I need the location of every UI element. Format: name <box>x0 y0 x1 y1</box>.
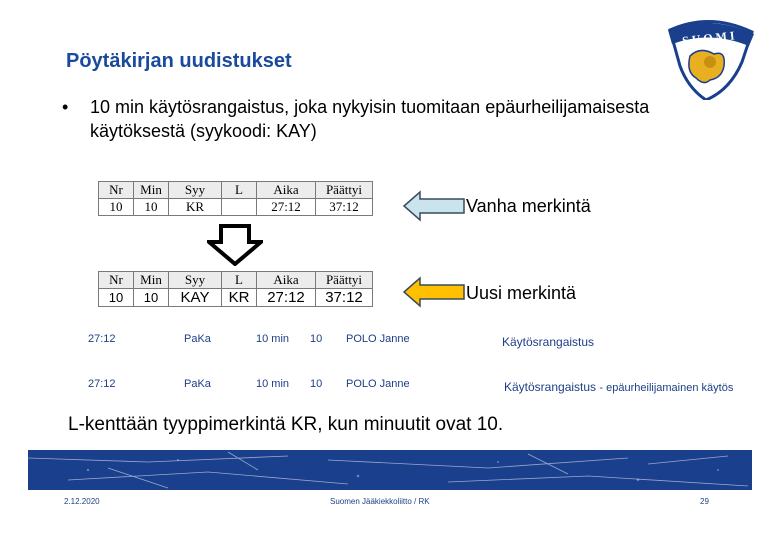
table-header-cell: Nr <box>99 272 134 289</box>
table-header-row <box>99 272 373 289</box>
table-header-cell: Min <box>134 272 169 289</box>
listing-number: 10 <box>310 333 323 345</box>
table-cell: 10 <box>99 289 134 307</box>
note-text: L-kenttään tyyppimerkintä KR, kun minuutit ovat 10. <box>68 414 504 435</box>
table-cell: 37:12 <box>316 199 373 216</box>
left-arrow-old-icon <box>402 190 466 222</box>
table-header-cell: Päättyi <box>316 272 373 289</box>
table-cell: 37:12 <box>316 289 373 307</box>
listing-player: POLO Janne <box>346 333 410 345</box>
svg-text:S U O M I: S U O M I <box>681 28 736 48</box>
listing-new-desc-main: Käytösrangaistus <box>504 380 597 394</box>
table-row <box>99 199 373 216</box>
ice-scratch-pattern <box>28 450 752 490</box>
table-header-cell: Päättyi <box>316 182 373 199</box>
table-row <box>99 289 373 307</box>
table-header-cell: Aika <box>257 272 316 289</box>
table-header-cell: L <box>222 272 257 289</box>
table-cell: 10 <box>134 199 169 216</box>
table-cell: 10 <box>134 289 169 307</box>
listing-time: 27:12 <box>88 333 116 345</box>
table-header-cell: Syy <box>169 272 222 289</box>
table-header-cell: Aika <box>257 182 316 199</box>
listing-new-desc-suffix: - epäurheilijamainen käytös <box>599 382 734 394</box>
down-arrow-icon <box>207 224 263 266</box>
listing-new-description <box>504 380 733 394</box>
new-label: Uusi merkintä <box>466 283 577 303</box>
old-label: Vanha merkintä <box>466 196 591 216</box>
slide-title: Pöytäkirjan uudistukset <box>66 50 292 72</box>
left-arrow-new-icon <box>402 276 466 308</box>
table-cell: KR <box>222 289 257 307</box>
new-record-table <box>98 271 373 307</box>
listing-old-description: Käytösrangaistus <box>502 335 595 349</box>
listing-time: 27:12 <box>88 378 116 390</box>
table-cell: 27:12 <box>257 199 316 216</box>
bullet-marker: • <box>62 97 69 117</box>
ice-texture-band <box>28 450 752 490</box>
table-cell: KR <box>169 199 222 216</box>
table-header-row <box>99 182 373 199</box>
footer-date: 2.12.2020 <box>64 497 100 506</box>
listing-player: POLO Janne <box>346 378 410 390</box>
table-cell: 27:12 <box>257 289 316 307</box>
bullet-text: 10 min käytösrangaistus, joka nykyisin tuomitaan epäurheilijamaisesta käytöksestä (syykoodi: KAY) <box>90 97 650 141</box>
listing-minutes: 10 min <box>256 333 290 345</box>
old-record-table <box>98 181 373 216</box>
table-header-cell: L <box>222 182 257 199</box>
table-header-cell: Syy <box>169 182 222 199</box>
table-cell: KAY <box>169 289 222 307</box>
listing-team: PaKa <box>184 333 211 345</box>
table-cell: 10 <box>99 199 134 216</box>
footer-organization: Suomen Jääkiekkoliitto / RK <box>330 497 430 506</box>
table-header-cell: Min <box>134 182 169 199</box>
suomi-lion-logo <box>660 16 760 100</box>
listing-number: 10 <box>310 378 323 390</box>
listing-team: PaKa <box>184 378 211 390</box>
listing-minutes: 10 min <box>256 378 290 390</box>
footer-page-number: 29 <box>700 497 709 506</box>
table-header-cell: Nr <box>99 182 134 199</box>
table-cell <box>222 199 257 216</box>
